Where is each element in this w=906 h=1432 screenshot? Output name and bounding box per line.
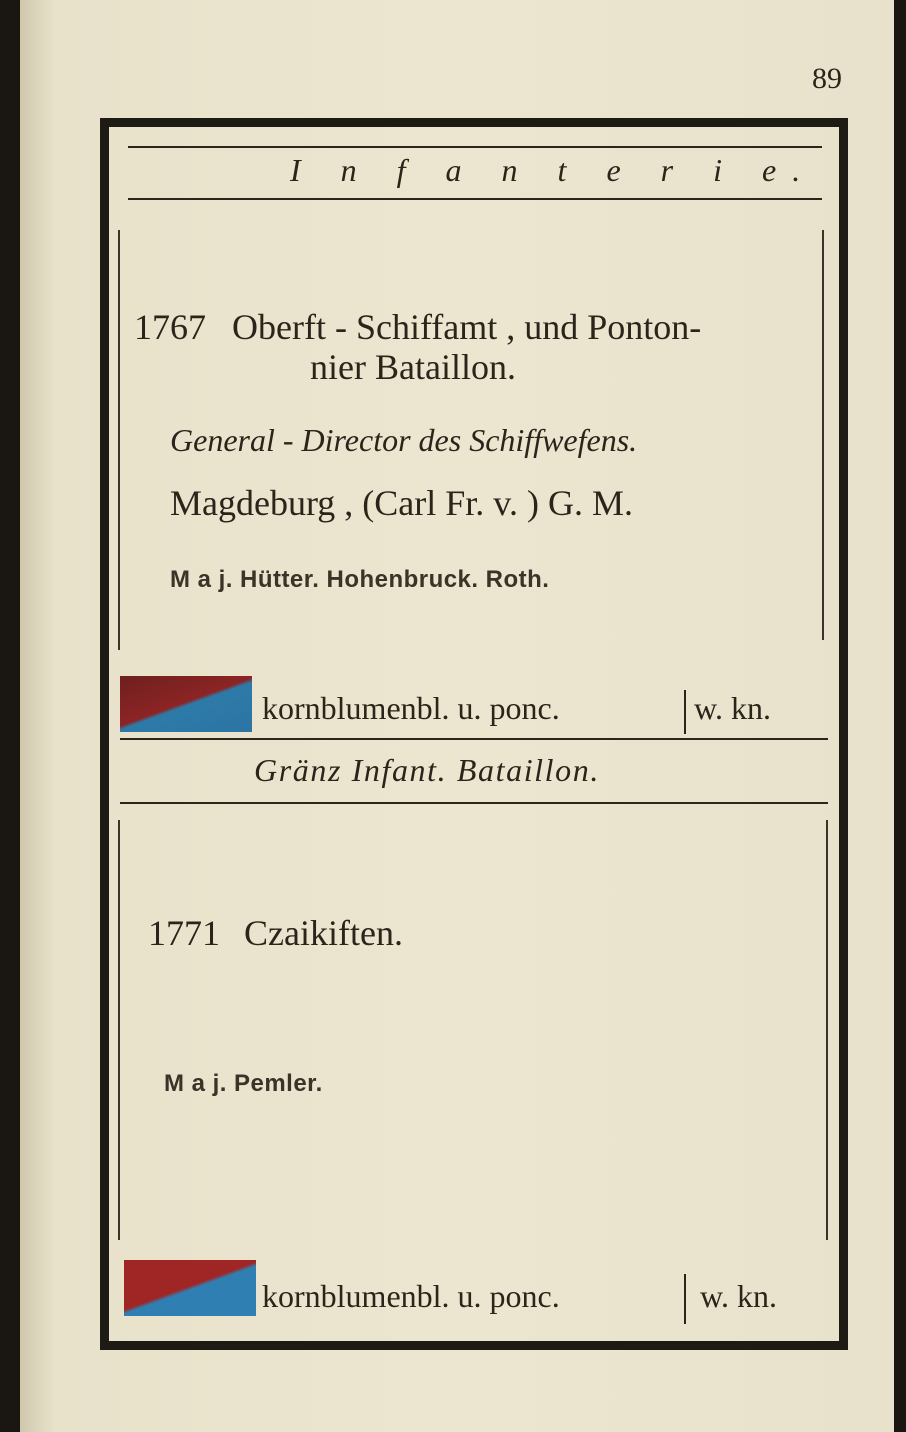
left-column-line — [118, 230, 120, 650]
commander-name: Magdeburg , (Carl Fr. v. ) G. M. — [170, 483, 633, 523]
buttons-label: w. kn. — [700, 1278, 778, 1314]
facings-label: kornblumenbl. u. ponc. — [262, 690, 560, 726]
majors-list: M a j. Hütter. Hohenbruck. Roth. — [170, 566, 550, 593]
entry-year: 1771 — [148, 913, 220, 953]
right-column-line — [822, 230, 824, 640]
legend-divider — [684, 1274, 686, 1324]
entry-year: 1767 — [134, 307, 206, 347]
subsection-rule — [120, 802, 828, 804]
uniform-color-swatch — [124, 1260, 256, 1316]
entry-name-line1: Oberft - Schiffamt , und Ponton- — [232, 307, 702, 347]
section-heading: I n f a n t e r i e. — [290, 152, 817, 188]
buttons-label: w. kn. — [694, 690, 772, 726]
majors-list: M a j. Pemler. — [164, 1070, 323, 1097]
uniform-color-swatch — [120, 676, 252, 732]
right-column-line-2 — [826, 820, 828, 1240]
table-frame — [100, 118, 848, 1350]
subsection-heading: Gränz Infant. Bataillon. — [254, 752, 600, 788]
legend-divider — [684, 690, 686, 734]
left-column-line-2 — [118, 820, 120, 1240]
page-number: 89 — [812, 62, 842, 95]
entry-name-line1: Czaikiften. — [244, 913, 403, 953]
section-rule — [120, 738, 828, 740]
office-title: General - Director des Schiffwefens. — [170, 422, 638, 458]
heading-rule-bottom — [128, 198, 822, 200]
entry-name-line2: nier Bataillon. — [310, 347, 516, 387]
heading-rule-top — [128, 146, 822, 148]
facings-label: kornblumenbl. u. ponc. — [262, 1278, 560, 1314]
